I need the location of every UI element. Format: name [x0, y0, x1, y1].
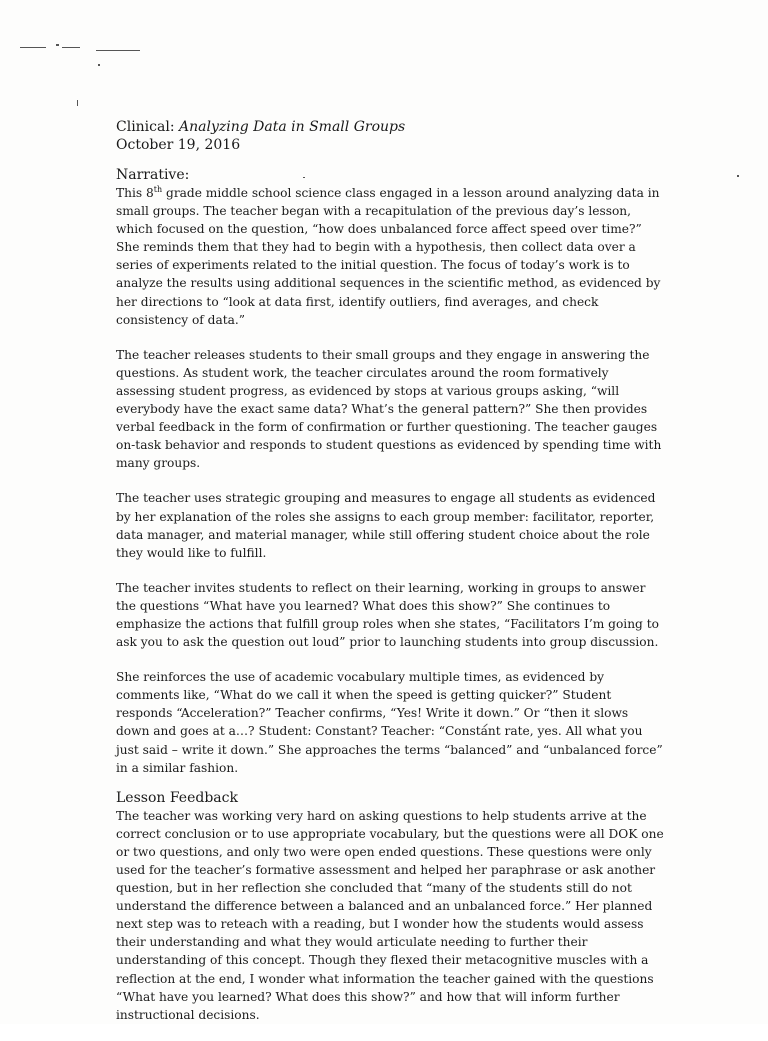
- narrative-paragraph: The teacher uses strategic grouping and measures to engage all students as evidenced by her explanation of the roles she assigns to each group member: facilitator, reporter, data manager, and material manager, while still offering student choice about the role they would like to fulfill.: [116, 491, 656, 560]
- document-title: [116, 118, 664, 136]
- document-body: [116, 118, 664, 1041]
- lesson-feedback-heading: Lesson Feedback: [116, 789, 238, 806]
- scan-mark: [737, 175, 739, 177]
- narrative-p1-rest: grade middle school science class engaged in a lesson around analyzing data in small groups. The teacher began with a recapitulation of the previous day’s lesson, which focused on the question, “how does unbalanced force affect speed over time?” She reminds them that they had to begin with a hypothesis, then collect data over a series of experiments related to the initial question. The focus of today’s work is to analyze the results using additional sequences in the scientific method, as evidenced by her directions to “look at data first, identify outliers, find averages, and check consistency of data.”: [116, 186, 661, 327]
- narrative-p1-start: This 8: [116, 186, 154, 200]
- scan-mark: [62, 47, 80, 48]
- narrative-paragraph: The teacher invites students to reflect on their learning, working in groups to answer the questions “What have you learned? What does this show?” She continues to emphasize the actions that fulfill group roles when she states, “Facilitators I’m going to ask you to ask the question out loud” prior to launching students into group discussion.: [116, 580, 659, 650]
- narrative-paragraph: The teacher releases students to their small groups and they engage in answering the questions. As student work, the teacher circulates around the room formatively assessing student progress, as evidenced by stops at various groups asking, “will everybody have the exact same data? What’s the general pattern?” She then provides verbal feedback in the form of confirmation or further questioning. The teacher gauges on-task behavior and responds to student questions as evidenced by spending time with many groups.: [116, 347, 662, 471]
- narrative-paragraph: [116, 184, 664, 329]
- scan-mark: [98, 64, 100, 66]
- narrative-p1-sup: th: [153, 184, 163, 194]
- feedback-paragraph: The teacher was working very hard on asking questions to help students arrive at the correct conclusion or to use appropriate vocabulary, but the questions were all DOK one or two questions, and only two were open ended questions. These questions were only used for the teacher’s formative assessment and helped her paraphrase or ask another question, but in her reflection she concluded that “many of the students still do not understand the difference between a balanced and an unbalanced force.” Her planned next step was to reteach with a reading, but I wonder how the students would assess their understanding and what they would articulate needing to further their understanding of this concept. Though they flexed their metacognitive muscles with a reflection at the end, I wonder what information the teacher gained with the questions “What have you learned? What does this show?” and how that will inform further instructional decisions.: [116, 808, 664, 1022]
- scan-mark: [96, 50, 140, 51]
- narrative-paragraph: She reinforces the use of academic vocabulary multiple times, as evidenced by comments like, “What do we call it when the speed is getting quicker?” Student responds “Acceleration?” Teacher confirms, “Yes! Write it down.” Or “then it slows down and goes at a…? Student: Constant? Teacher: “Constant rate, yes. All what you just said – write it down.” She approaches the terms “balanced” and “unbalanced force” in a similar fashion.: [116, 670, 663, 775]
- scan-mark: [20, 47, 46, 48]
- narrative-heading: Narrative:: [116, 167, 190, 183]
- scan-mark: [56, 44, 59, 46]
- title-prefix: Clinical:: [116, 119, 179, 135]
- title-italic: Analyzing Data in Small Groups: [179, 119, 406, 135]
- document-date: October 19, 2016: [116, 137, 241, 153]
- scan-mark: [77, 100, 78, 106]
